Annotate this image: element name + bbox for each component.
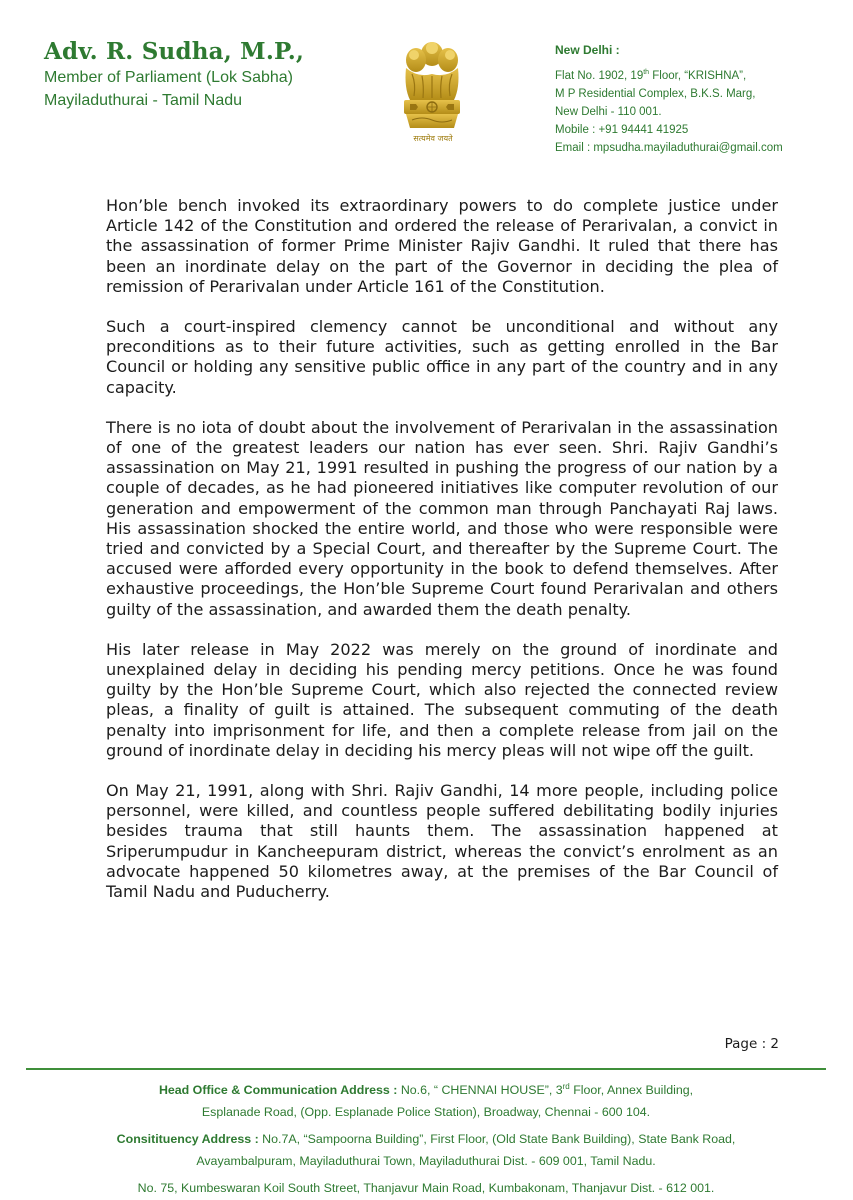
head-office-address: [26, 1076, 826, 1123]
kumbakonam-address: No. 75, Kumbeswaran Koil South Street, Thanjavur Main Road, Kumbakonam, Thanjavur Dist. - 612 001.: [137, 1181, 715, 1196]
constituency-line-2: Avayambalpuram, Mayiladuthurai Town, Mayiladuthurai Dist. - 609 001, Tamil Nadu.: [196, 1153, 656, 1168]
sender-constituency: Mayiladuthurai - Tamil Nadu: [44, 92, 243, 109]
constituency-address: [26, 1129, 826, 1172]
constituency-line-1: Consitituency Address : No.7A, “Sampoorna Building”, First Floor, (Old State Bank Building), State Bank Road,: [116, 1132, 736, 1147]
paragraph: Hon’ble bench invoked its extraordinary powers to do complete justice under Article 142 of the Constitution and ordered the release of Perarivalan, a convict in the assassination of former Prime Minister Rajiv Gandhi. It ruled that there has been an inordinate delay on the part of the Governor in deciding the plea of remission of Perarivalan under Article 161 of the Constitution.: [106, 196, 778, 296]
emblem-motto: सत्यमेव जयते: [413, 134, 453, 143]
footer-divider: [26, 1068, 826, 1070]
head-office-line-2: Esplanade Road, (Opp. Esplanade Police Station), Broadway, Chennai - 600 104.: [201, 1104, 651, 1119]
address-email: Email : mpsudha.mayiladuthurai@gmail.com: [555, 141, 783, 154]
footer-addresses: [26, 1076, 826, 1200]
address-city: New Delhi :: [555, 43, 620, 57]
paragraph: There is no iota of doubt about the involvement of Perarivalan in the assassination of one of the greatest leaders our nation has ever seen. Shri. Rajiv Gandhi’s assassination on May 21, 1991 resulted in pushing the progress of our nation by a couple of decades, as he had pioneered initiatives like computer revolution of our generation and empowerment of the common man through Panchayati Raj laws. His assassination shocked the entire world, and those who were responsible were tried and convicted by a Special Court, and thereafter by the Supreme Court. The accused were afforded every opportunity in the book to defend themselves. After exhaustive proceedings, the Hon’ble Supreme Court found Perarivalan and others guilty of the assassination, and awarded them the death penalty.: [106, 417, 778, 619]
address-line-2: M P Residential Complex, B.K.S. Marg,: [555, 87, 756, 100]
address-line-1: Flat No. 1902, 19th Floor, “KRISHNA”,: [555, 69, 747, 82]
page-number: Page : 2: [724, 1036, 779, 1052]
paragraph: On May 21, 1991, along with Shri. Rajiv Gandhi, 14 more people, including police personnel, were killed, and countless people suffered debilitating bodily injuries besides trauma that still haunts them. The assassination happened at Sriperumpudur in Kancheepuram district, whereas the convict’s enrolment as an advocate happened 50 kilometres away, at the premises of the Bar Council of Tamil Nadu and Puducherry.: [106, 781, 778, 902]
paragraph: His later release in May 2022 was merely on the ground of inordinate and unexplained delay in deciding his pending mercy petitions. Once he was found guilty by the Hon’ble Supreme Court, which also rejected the connected review pleas, a finality of guilt is attained. The subsequent commuting of the death penalty into imprisonment for life, and then a complete release from jail on the ground of inordinate delay in deciding his mercy pleas will not wipe off the guilt.: [106, 639, 778, 760]
delhi-address: [555, 42, 845, 157]
address-mobile: Mobile : +91 94441 41925: [555, 123, 689, 136]
sender-name: Adv. R. Sudha, M.P.,: [44, 38, 305, 65]
head-office-line-1: Head Office & Communication Address : No.6, “ CHENNAI HOUSE”, 3rd Floor, Annex Building,: [158, 1082, 694, 1098]
letterhead-sender: [44, 38, 304, 112]
letter-body: [106, 196, 778, 922]
sender-role: Member of Parliament (Lok Sabha): [44, 69, 293, 86]
paragraph: Such a court-inspired clemency cannot be unconditional and without any preconditions as to their future activities, such as getting enrolled in the Bar Council or holding any sensitive public office in any part of the country and in any capacity.: [106, 317, 778, 397]
address-line-3: New Delhi - 110 001.: [555, 105, 662, 118]
